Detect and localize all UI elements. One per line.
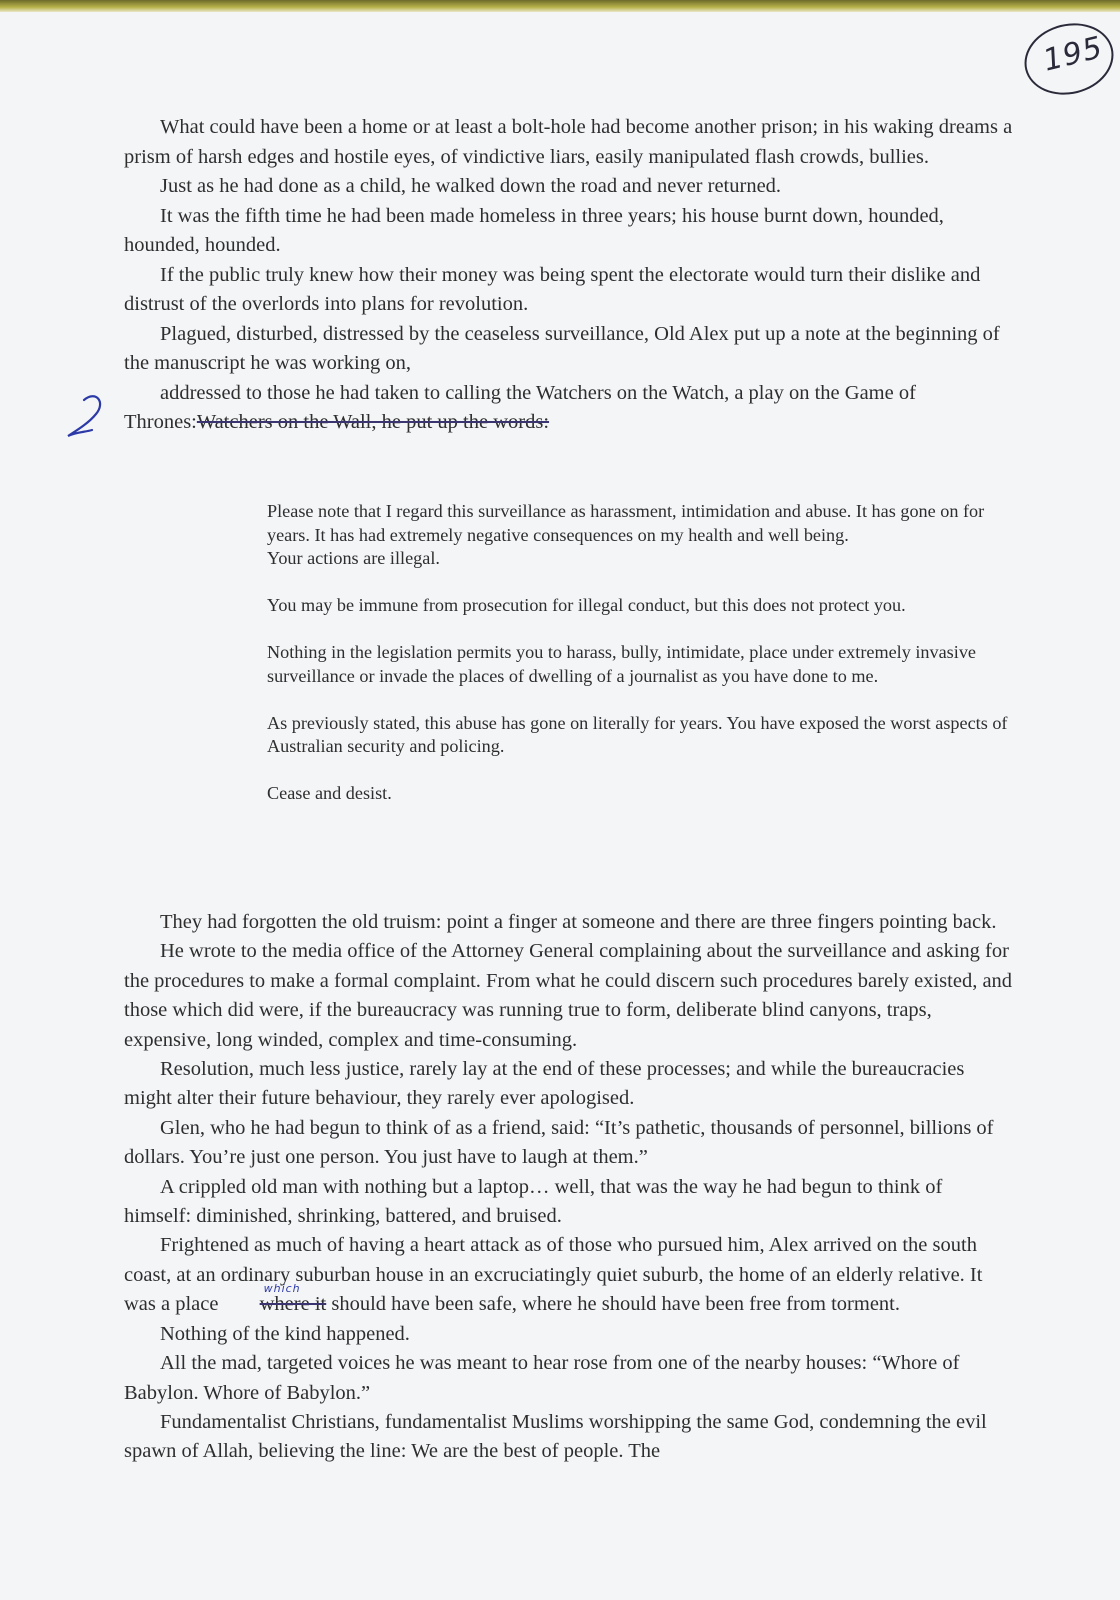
quote-line: Please note that I regard this surveillance as harassment, intimidation and abuse. It has gone on for years. It has had extremely negative consequences on my health and well being. (267, 501, 985, 545)
paragraph: A crippled old man with nothing but a laptop… well, that was the way he had begun to think of himself: diminished, shrinking, battered, and bruised. (124, 1175, 943, 1228)
body-text-bottom (124, 908, 1014, 1467)
quote-line: Your actions are illegal. (267, 548, 440, 568)
quote-line: Nothing in the legislation permits you to harass, bully, intimidate, place under extremely invasive surveillance or invade the places of dwelling of a journalist as you have done to me. (267, 642, 976, 686)
paragraph: Plagued, disturbed, distressed by the ceaseless surveillance, Old Alex put up a note at the beginning of the manuscript he was working on, (124, 322, 1000, 374)
paragraph-addressed (124, 379, 1014, 438)
handwritten-page-number (1017, 14, 1120, 104)
struck-through-text: Watchers on the Wall, he put up the words: (196, 411, 550, 433)
paragraph-with-correction (124, 1231, 1014, 1319)
quote-line: You may be immune from prosecution for illegal conduct, but this does not protect you. (267, 595, 906, 615)
paragraph: If the public truly knew how their money was being spent the electorate would turn their dislike and distrust of the overlords into plans for revolution. (124, 263, 981, 315)
handwritten-correction (224, 1282, 327, 1319)
body-text-top (124, 113, 1014, 438)
page-number-text: 195 (1039, 30, 1107, 79)
paragraph: Resolution, much less justice, rarely lay at the end of these processes; and while the bureaucracies might alter their future behaviour, they rarely ever apologised. (124, 1058, 965, 1110)
paragraph: Fundamentalist Christians, fundamentalist Muslims worshipping the same God, condemning the evil spawn of Allah, believing the line: We are the best of people. The (124, 1410, 987, 1463)
paragraph: What could have been a home or at least a bolt-hole had become another prison; in his waking dreams a prism of harsh edges and hostile eyes, of vindictive liars, easily manipulated flash crowds, bullies. (124, 116, 1013, 168)
scan-edge (0, 0, 1120, 12)
paragraph-text: should have been safe, where he should have been free from torment. (326, 1293, 900, 1316)
paragraph: He wrote to the media office of the Attorney General complaining about the surveillance and asking for the procedures to make a formal complaint. From what he could discern such procedures barely existed, and those which did were, if the bureaucracy was running true to form, deliberate blind canyons, traps, expensive, long winded, complex and time-consuming. (124, 940, 1013, 1051)
paragraph: Glen, who he had begun to think of as a friend, said: “It’s pathetic, thousands of personnel, billions of dollars. You’re just one person. You just have to laugh at them.” (124, 1116, 994, 1169)
paragraph: It was the fifth time he had been made homeless in three years; his house burnt down, hounded, hounded, hounded. (124, 204, 944, 256)
paragraph: They had forgotten the old truism: point a finger at someone and there are three fingers pointing back. (160, 911, 997, 933)
quote-line: Cease and desist. (267, 783, 392, 803)
quote-line: As previously stated, this abuse has gone on literally for years. You have exposed the worst aspects of Australian security and policing. (267, 712, 1008, 756)
inserted-word: which (263, 1282, 301, 1296)
paragraph-text: addressed to those he had taken to calling the Watchers on the Watch, a play on the Game of Thrones: (124, 381, 916, 433)
paragraph-text: Frightened as much of having a heart attack as of those who pursued him, Alex arrived on the south coast, at an ordinary suburban house in an excruciatingly quiet suburb, the home of an elderly relative. It was a place (124, 1234, 983, 1316)
struck-through-text: where it (259, 1293, 327, 1316)
margin-annotation-2 (62, 392, 112, 440)
paragraph: Nothing of the kind happened. (160, 1322, 410, 1345)
paragraph: Just as he had done as a child, he walked down the road and never returned. (160, 175, 782, 197)
block-quote-note (267, 500, 1012, 806)
paragraph: All the mad, targeted voices he was meant to hear rose from one of the nearby houses: “Whore of Babylon. Whore of Babylon.” (124, 1352, 960, 1404)
